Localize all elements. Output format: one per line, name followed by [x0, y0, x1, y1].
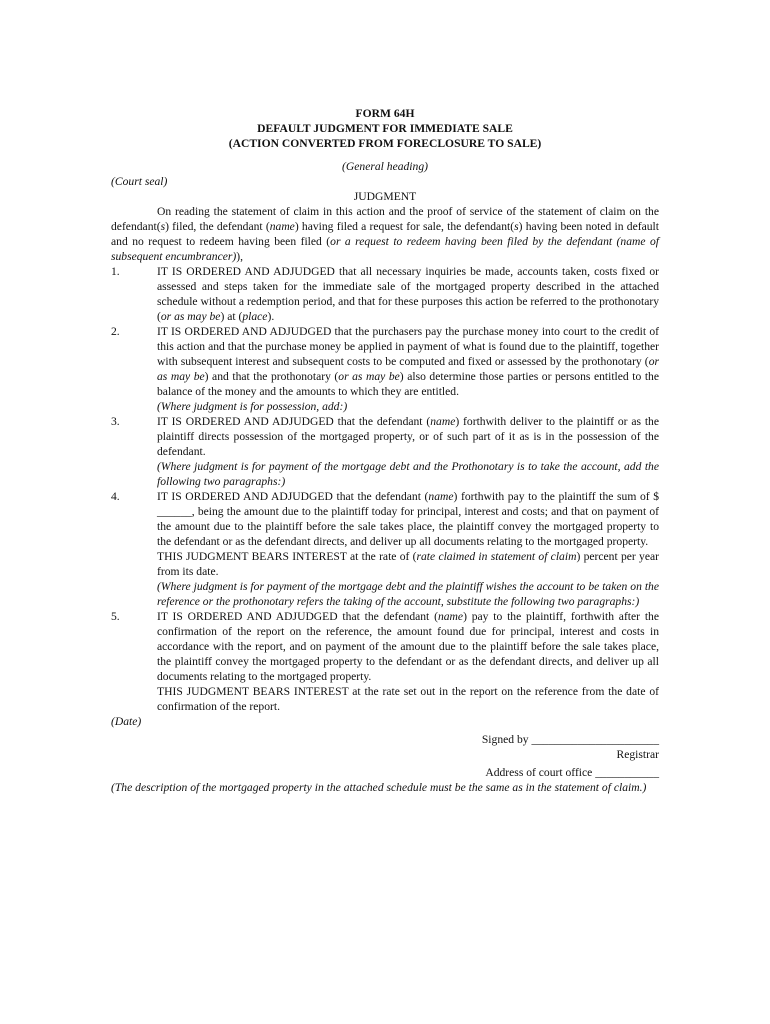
paragraph-text: IT IS ORDERED AND ADJUDGED that all necessary inquiries be made, accounts taken, costs fixed or assessed and steps taken for the immediate sale of the mortgaged property described in the attached schedule without a redemption period, and that for these purposes this action be referred to the prothonotary (or as may be) at (place).	[157, 265, 659, 323]
possession-note: (Where judgment is for possession, add:)	[157, 400, 348, 413]
paragraph-4	[111, 489, 659, 549]
reference-account-note: (Where judgment is for payment of the mortgage debt and the plaintiff wishes the account to be taken on the reference or the prothonotary refers the taking of the account, substitute the following two paragraphs:)	[157, 580, 659, 608]
paragraph-number: 4.	[111, 490, 120, 503]
paragraph-text: IT IS ORDERED AND ADJUDGED that the defendant (name) forthwith deliver to the plaintiff or as the plaintiff directs possession of the mortgaged property, or of such part of it as is in the possession of the defendant.	[157, 415, 660, 458]
intro-paragraph: On reading the statement of claim in this action and the proof of service of the statement of claim on the defendant(s) filed, the defendant (name) having filed a request for sale, the defendant(s) having been noted in default and no request to redeem having been filed (or a request to redeem having been filed by the defendant (name of subsequent encumbrancer)),	[111, 205, 659, 263]
signature-line: Signed by ______________________	[481, 733, 659, 746]
form-number: FORM 64H	[355, 107, 415, 120]
form-title: DEFAULT JUDGMENT FOR IMMEDIATE SALE	[257, 122, 513, 135]
interest-clause-4: THIS JUDGMENT BEARS INTEREST at the rate of (rate claimed in statement of claim) percent per year from its date.	[157, 550, 659, 578]
court-seal: (Court seal)	[111, 175, 168, 188]
date-placeholder: (Date)	[111, 715, 142, 728]
paragraph-text: IT IS ORDERED AND ADJUDGED that the defendant (name) pay to the plaintiff, forthwith after the confirmation of the report on the reference, the amount found due for principal, interest and costs in accordance with the report, and on payment of the amount due to the plaintiff before the sale takes place, the plaintiff convey the mortgaged property to the defendant or as the defendant directs, and deliver up all documents relating to the mortgaged property.	[157, 610, 659, 683]
paragraph-2	[111, 324, 659, 399]
general-heading: (General heading)	[342, 160, 428, 173]
paragraph-5	[111, 609, 659, 684]
interest-clause-5: THIS JUDGMENT BEARS INTEREST at the rate set out in the report on the reference from the date of confirmation of the report.	[157, 685, 659, 713]
paragraph-text: IT IS ORDERED AND ADJUDGED that the defendant (name) forthwith pay to the plaintiff the sum of $ ______, being the amount due to the plaintiff today for principal, interest and costs; and that on payment of the amount due to the plaintiff before the sale takes place, the plaintiff convey the mortgaged property to the defendant or as the defendant directs, and deliver up all documents relating to the mortgaged property.	[157, 490, 659, 548]
paragraph-number: 3.	[111, 415, 120, 428]
judgment-heading: JUDGMENT	[353, 190, 417, 203]
paragraph-number: 1.	[111, 265, 120, 278]
registrar-label: Registrar	[616, 748, 659, 761]
paragraph-number: 5.	[111, 610, 120, 623]
prothonotary-account-note: (Where judgment is for payment of the mortgage debt and the Prothonotary is to take the account, add the following two paragraphs:)	[157, 460, 659, 488]
paragraph-number: 2.	[111, 325, 120, 338]
paragraph-1	[111, 264, 659, 324]
form-subtitle: (ACTION CONVERTED FROM FORECLOSURE TO SALE)	[228, 137, 542, 150]
paragraph-text: IT IS ORDERED AND ADJUDGED that the purchasers pay the purchase money into court to the credit of this action and that the purchase money be applied in payment of what is found due to the plaintiff, together with subsequent interest and subsequent costs to be computed and fixed or assessed by the prothonotary (or as may be) and that the prothonotary (or as may be) also determine those parties or persons entitled to the balance of the money and the amounts to which they are entitled.	[157, 325, 659, 398]
form-content	[111, 106, 659, 795]
paragraph-3	[111, 414, 659, 459]
schedule-description-note: (The description of the mortgaged property in the attached schedule must be the same as in the statement of claim.)	[111, 781, 647, 794]
court-office-address-line: Address of court office ___________	[485, 766, 659, 779]
